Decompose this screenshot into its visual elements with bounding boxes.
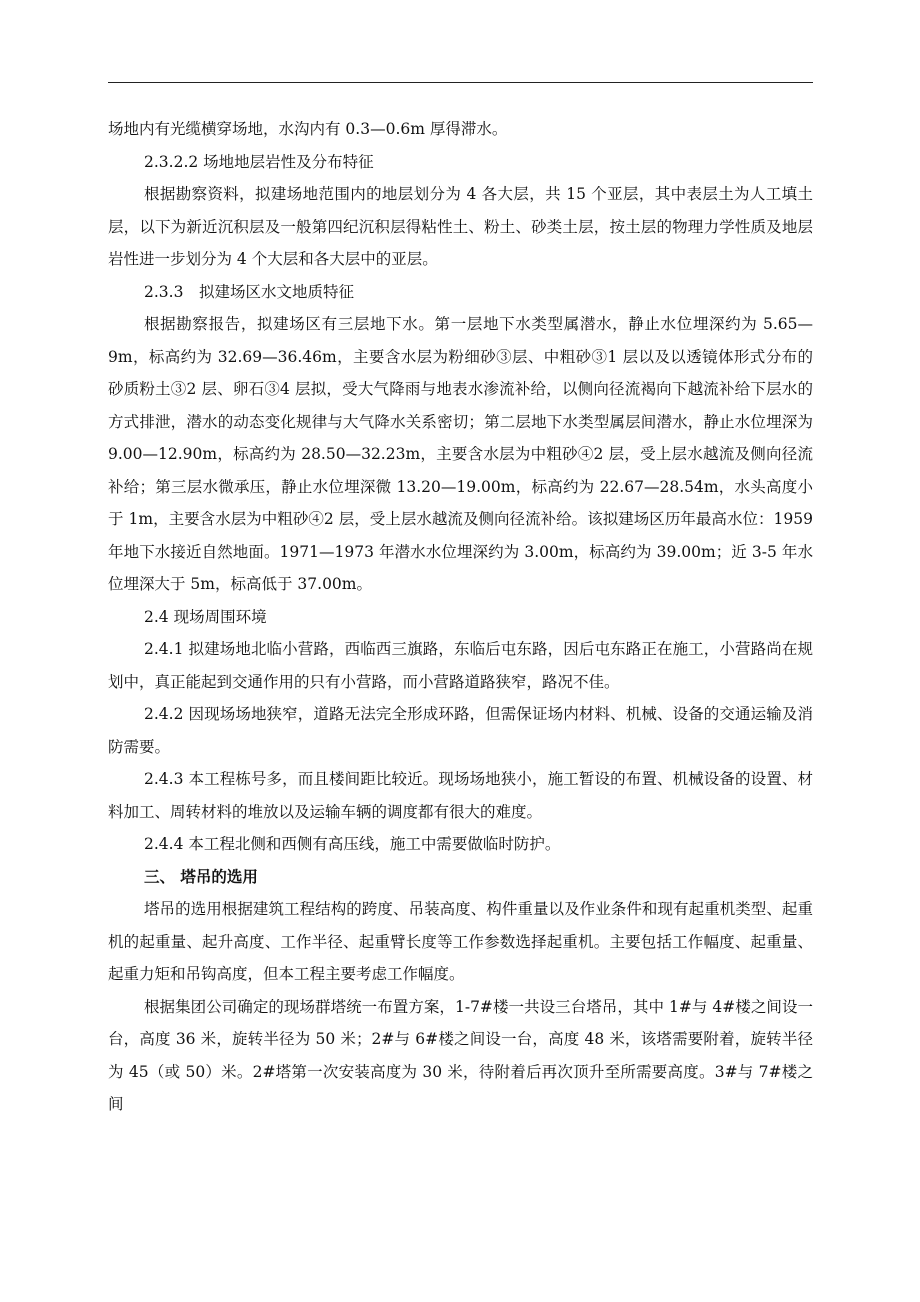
paragraph-2-4-1: 2.4.1 拟建场地北临小营路，西临西三旗路，东临后屯东路，因后屯东路正在施工，小营路尚在规划中，真正能起到交通作用的只有小营路，而小营路道路狭窄，路况不佳。	[108, 640, 813, 691]
paragraph-crane-selection: 塔吊的选用根据建筑工程结构的跨度、吊装高度、构件重量以及作业条件和现有起重机类型、起重机的起重量、起升高度、工作半径、起重臂长度等工作参数选择起重机。主要包括工作幅度、起重量、起重力矩和吊钩高度，但本工程主要考虑工作幅度。	[108, 900, 813, 983]
paragraph-2-4-3: 2.4.3 本工程栋号多，而且楼间距比较近。现场场地狭小，施工暂设的布置、机械设备的设置、材料加工、周转材料的堆放以及运输车辆的调度都有很大的难度。	[108, 770, 813, 821]
header-rule	[108, 82, 813, 83]
paragraph-strata: 根据勘察资料，拟建场地范围内的地层划分为 4 各大层，共 15 个亚层，其中表层土为人工填土层，以下为新近沉积层及一般第四纪沉积层得粘性土、粉土、砂类土层，按土层的物理力学性质及地层岩性进一步划分为 4 个大层和各大层中的亚层。	[108, 185, 813, 268]
section-heading-2-3-3: 2.3.3 拟建场区水文地质特征	[144, 282, 354, 301]
paragraph-crane-layout: 根据集团公司确定的现场群塔统一布置方案，1-7#楼一共设三台塔吊，其中 1#与 4#楼之间设一台，高度 36 米，旋转半径为 50 米；2#与 6#楼之间设一台，高度 48 米，该塔需要附着，旋转半径为 45（或 50）米。2#塔第一次安装高度为 30 米，待附着后再次顶升至所需要高度。3#与 7#楼之间	[108, 997, 813, 1113]
section-heading-2-3-2-2: 2.3.2.2 场地地层岩性及分布特征	[144, 152, 374, 171]
paragraph-2-4-4: 2.4.4 本工程北侧和西侧有高压线，施工中需要做临时防护。	[144, 835, 561, 853]
paragraph-2-4-2: 2.4.2 因现场场地狭窄，道路无法完全形成环路，但需保证场内材料、机械、设备的交通运输及消防需要。	[108, 705, 813, 756]
paragraph-groundwater: 根据勘察报告，拟建场区有三层地下水。第一层地下水类型属潜水，静止水位埋深约为 5.65—9m，标高约为 32.69—36.46m，主要含水层为粉细砂③层、中粗砂③1 层以及以透镜体形式分布的砂质粉土③2 层、卵石③4 层拟，受大气降雨与地表水渗流补给，以侧向径流褐向下越流补给下层水的方式排泄，潜水的动态变化规律与大气降水关系密切；第二层地下水类型属层间潜水，静止水位埋深为 9.00—12.90m，标高约为 28.50—32.23m，主要含水层为中粗砂④2 层，受上层水越流及侧向径流补给；第三层水微承压，静止水位埋深微 13.20—19.00m，标高约为 22.67—28.54m，水头高度小于 1m，主要含水层为中粗砂④2 层，受上层水越流及侧向径流补给。该拟建场区历年最高水位：1959 年地下水接近自然地面。1971—1973 年潜水水位埋深约为 3.00m，标高约为 39.00m；近 3-5 年水位埋深大于 5m，标高低于 37.00m。	[108, 315, 813, 593]
document-body	[108, 113, 813, 1121]
section-heading-tower-crane: 三、 塔吊的选用	[144, 866, 258, 886]
section-heading-2-4: 2.4 现场周围环境	[144, 607, 267, 626]
paragraph-continuation: 场地内有光缆横穿场地，水沟内有 0.3—0.6m 厚得滞水。	[108, 120, 508, 138]
